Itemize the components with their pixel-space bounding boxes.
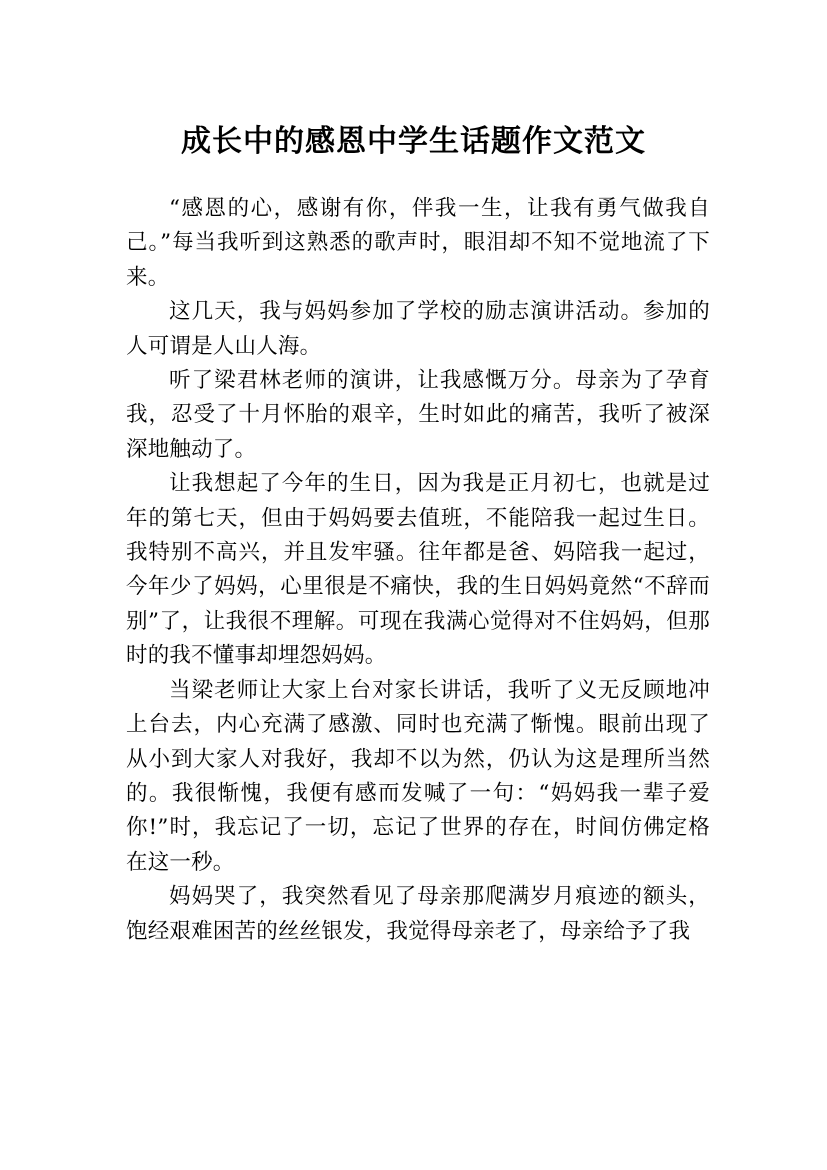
paragraph: 让我想起了今年的生日，因为我是正月初七，也就是过年的第七天，但由于妈妈要去值班，不能陪我一起过生日。我特别不高兴，并且发牢骚。往年都是爸、妈陪我一起过，今年少了妈妈，心里很是不痛快，我的生日妈妈竟然“不辞而别”了，让我很不理解。可现在我满心觉得对不住妈妈，但那时的我不懂事却埋怨妈妈。 [126,471,710,669]
paragraph: 妈妈哭了，我突然看见了母亲那爬满岁月痕迹的额头，饱经艰难困苦的丝丝银发，我觉得母亲老了，母亲给予了我 [126,884,710,944]
paragraph: 这几天，我与妈妈参加了学校的励志演讲活动。参加的人可谓是人山人海。 [126,299,710,359]
paragraph: 当梁老师让大家上台对家长讲话，我听了义无反顾地冲上台去，内心充满了感激、同时也充满了惭愧。眼前出现了从小到大家人对我好，我却不以为然，仍认为这是理所当然的。我很惭愧，我便有感而发喊了一句：“妈妈我一辈子爱你!”时，我忘记了一切，忘记了世界的存在，时间仿佛定格在这一秒。 [126,677,710,875]
paragraph: “感恩的心，感谢有你，伴我一生，让我有勇气做我自己。”每当我听到这熟悉的歌声时，眼泪却不知不觉地流了下来。 [126,196,710,290]
document-title: 成长中的感恩中学生话题作文范文 [181,124,646,160]
document-body [126,192,710,949]
paragraph: 听了梁君林老师的演讲，让我感慨万分。母亲为了孕育我，忍受了十月怀胎的艰辛，生时如此的痛苦，我听了被深深地触动了。 [126,368,710,462]
